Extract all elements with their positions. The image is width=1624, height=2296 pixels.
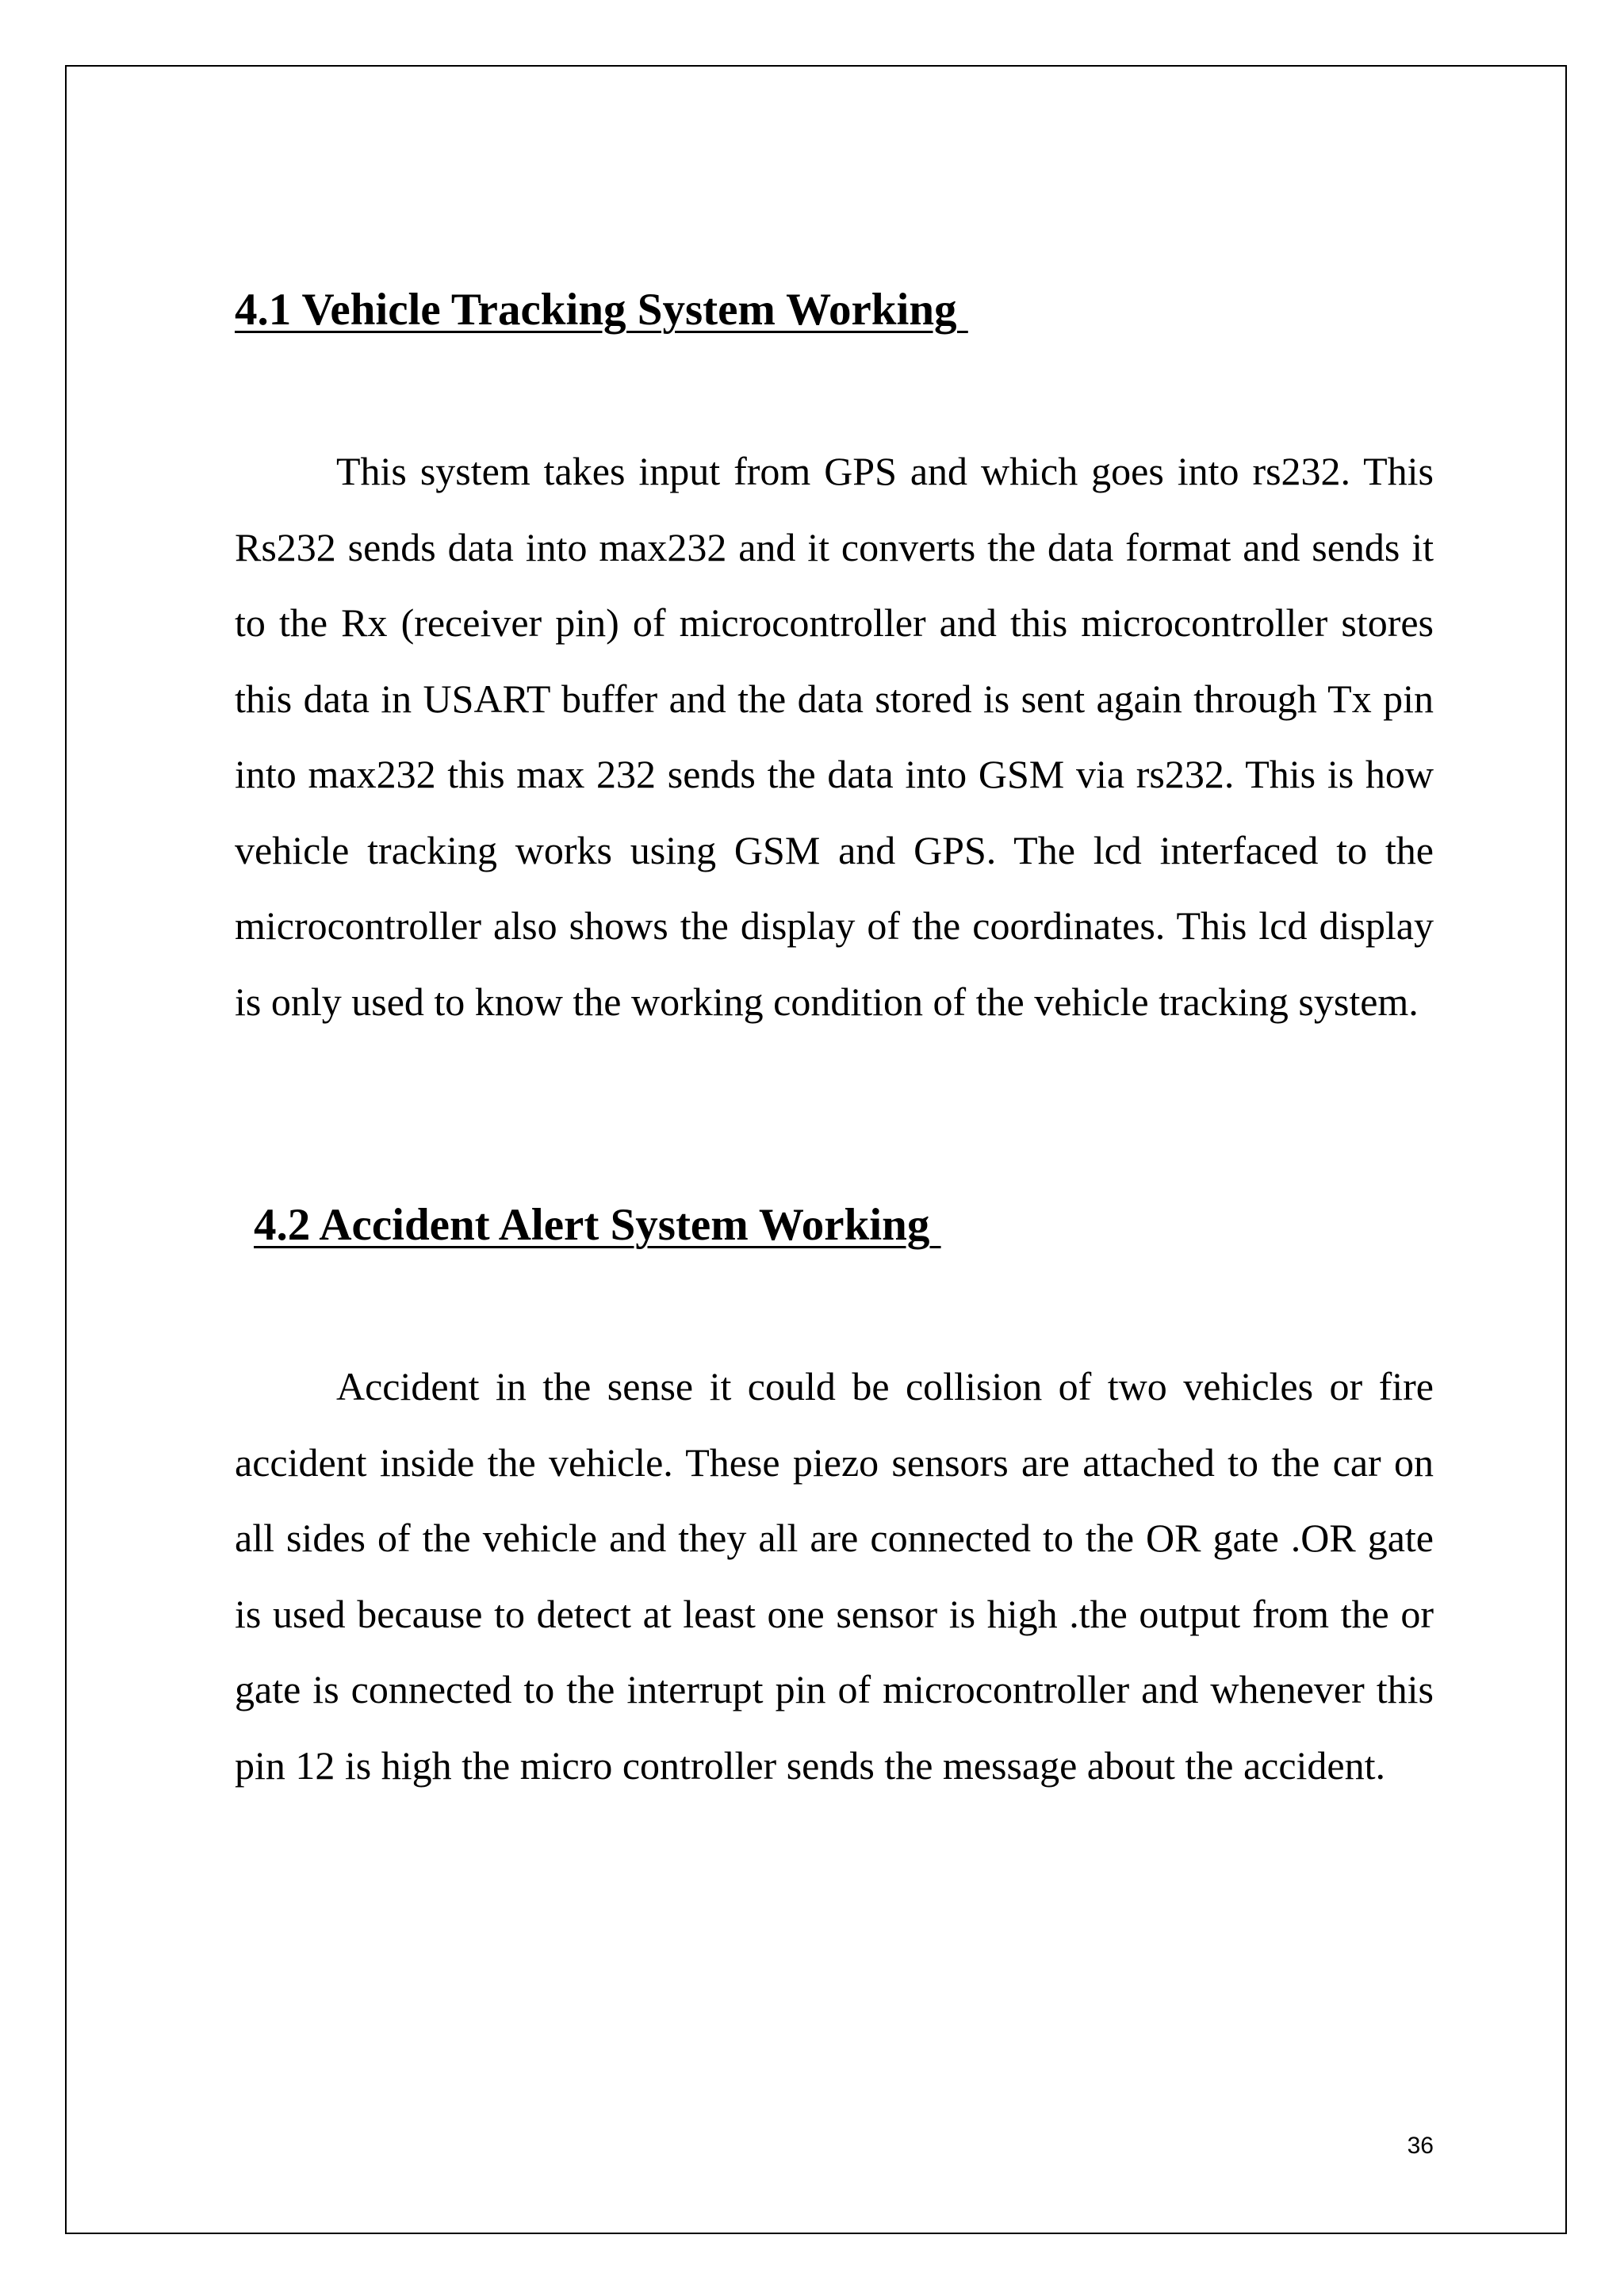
section-heading-accident-alert: 4.2 Accident Alert System Working bbox=[254, 1200, 941, 1250]
page-number: 36 bbox=[1407, 2133, 1434, 2159]
section-paragraph-vehicle-tracking: This system takes input from GPS and which goes into rs232. This Rs232 sends data into max232 and it converts the data format and sends it to the Rx (receiver pin) of microcontroller and this microcontroller stores this data in USART buffer and the data stored is sent again through Tx pin into max232 this max 232 sends the data into GSM via rs232. This is how vehicle tracking works using GSM and GPS. The lcd interfaced to the microcontroller also shows the display of the coordinates. This lcd display is only used to know the working condition of the vehicle tracking system. bbox=[235, 449, 1434, 1024]
section-paragraph-accident-alert: Accident in the sense it could be collision of two vehicles or fire accident inside the vehicle. These piezo sensors are attached to the car on all sides of the vehicle and they all are connected to the OR gate .OR gate is used because to detect at least one sensor is high .the output from the or gate is connected to the interrupt pin of microcontroller and whenever this pin 12 is high the micro controller sends the message about the accident. bbox=[235, 1364, 1434, 1788]
page-border bbox=[65, 65, 1567, 2234]
section-heading-vehicle-tracking: 4.1 Vehicle Tracking System Working bbox=[235, 285, 968, 335]
